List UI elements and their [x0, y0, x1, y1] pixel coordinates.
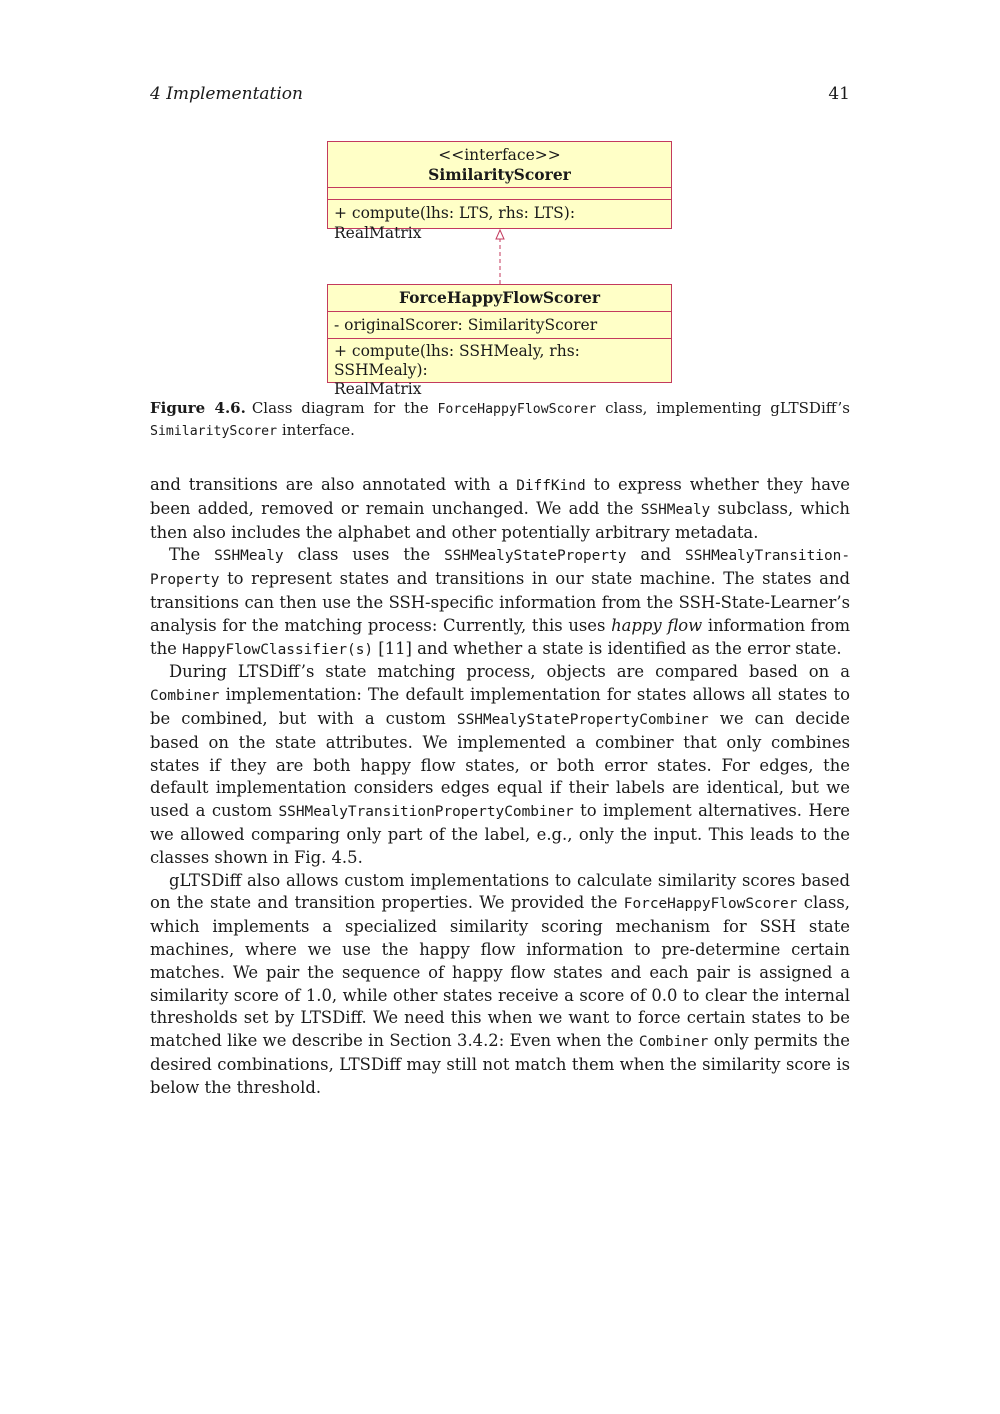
text: to represent states and transitions in our state machine. The states and transitions can then use the SSH-specific information from the SSH-State-Learner’s analysis for the matching process: Currently, this uses [150, 569, 850, 635]
text: The [169, 545, 215, 565]
text: we can decide based on the state attributes. We implemented a combiner that only combines states if they are both happy flow states, or both error states. For edges, the default implementation considers edges equal if their labels are identical, but we used a custom [150, 708, 850, 821]
text: and transitions are also annotated with a [150, 475, 517, 494]
chapter-title: 4 Implementation [150, 84, 303, 104]
text: subclass, which then also includes the alphabet and other potentially arbitrary metadata. [150, 498, 850, 542]
text: [11] and whether a state is identified as the error state. [373, 638, 842, 658]
text: gLTSDiff also allows custom implementations to calculate similarity scores based on the state and transition properties. We provided the [150, 870, 850, 913]
inline-code: SSHMealyTransitionPropertyCombiner [278, 804, 574, 821]
paragraph-1 [150, 474, 850, 544]
inline-code: SSHMealy [214, 548, 284, 565]
text: implementation: The default implementation for states allows all states to be combined, but with a custom [150, 685, 850, 728]
class-attribute: - originalScorer: SimilarityScorer [328, 312, 671, 339]
class-operation-line2: RealMatrix [334, 380, 422, 398]
class-operations-compartment [328, 339, 671, 402]
uml-interface-box [327, 141, 672, 242]
caption-text: interface. [277, 421, 355, 439]
emphasis: happy flow [611, 615, 703, 635]
inline-code: Combiner [150, 688, 220, 705]
text: to implement alternatives. Here we allowed comparing only part of the label, e.g., only the input. This leads to the classes shown in Fig. 4.5. [150, 801, 850, 867]
text: During LTSDiff’s state matching process, objects are compared based on a [169, 662, 850, 682]
realization-arrow [490, 228, 510, 286]
interface-attributes-compartment [328, 188, 671, 200]
running-header [150, 84, 850, 106]
inline-code: SSHMealyStatePropertyCombiner [456, 711, 709, 728]
inline-code: Combiner [638, 1034, 709, 1051]
interface-name: SimilarityScorer [428, 165, 571, 184]
paragraph-4 [150, 870, 850, 1100]
inline-code: SSHMealyTransition-Property [150, 548, 851, 589]
inline-code: HappyFlowClassifier(s) [182, 641, 374, 658]
interface-name-compartment [328, 142, 671, 188]
inline-code: SSHMealyStateProperty [444, 548, 627, 565]
interface-operation: + compute(lhs: LTS, rhs: LTS): RealMatrix [334, 204, 576, 242]
figure-caption [150, 398, 850, 442]
caption-code: ForceHappyFlowScorer [437, 402, 597, 417]
uml-class-box [327, 284, 672, 398]
text: information from the [150, 615, 850, 658]
hollow-arrowhead-icon [496, 230, 504, 239]
text: only permits the desired combinations, LTSDiff may still not match them when the similarity score is below the threshold. [150, 1031, 850, 1097]
interface-stereotype: <<interface>> [438, 146, 561, 164]
text: and [626, 545, 686, 565]
text: class, which implements a specialized similarity scoring mechanism for SSH state machines, where we use the happy flow information to pre-determine certain matches. We pair the sequence of happy flow states and each pair is assigned a similarity score of 1.0, while other states receive a score of 0.0 to clear the internal thresholds set by LTSDiff. We need this when we want to force certain states to be matched like we describe in Section 3.4.2: Even when the [150, 893, 850, 1051]
text: class uses the [283, 545, 445, 565]
inline-code: SSHMealy [640, 501, 711, 518]
paragraph-3 [150, 661, 850, 869]
class-name: ForceHappyFlowScorer [328, 285, 671, 312]
body-text [150, 474, 850, 1100]
text: to express whether they have been added, removed or remain unchanged. We add the [150, 475, 850, 518]
paragraph-2 [150, 544, 850, 661]
inline-code: ForceHappyFlowScorer [623, 896, 798, 913]
page-number: 41 [828, 84, 850, 104]
inline-code: DiffKind [516, 478, 586, 494]
caption-code: SimilarityScorer [150, 424, 278, 439]
class-operation-line1: + compute(lhs: SSHMealy, rhs: SSHMealy): [334, 342, 580, 379]
caption-text: class, implementing gLTSDiff’s [596, 399, 850, 417]
caption-text: Class diagram for the [251, 399, 438, 417]
figure-label: Figure 4.6. [150, 399, 246, 417]
